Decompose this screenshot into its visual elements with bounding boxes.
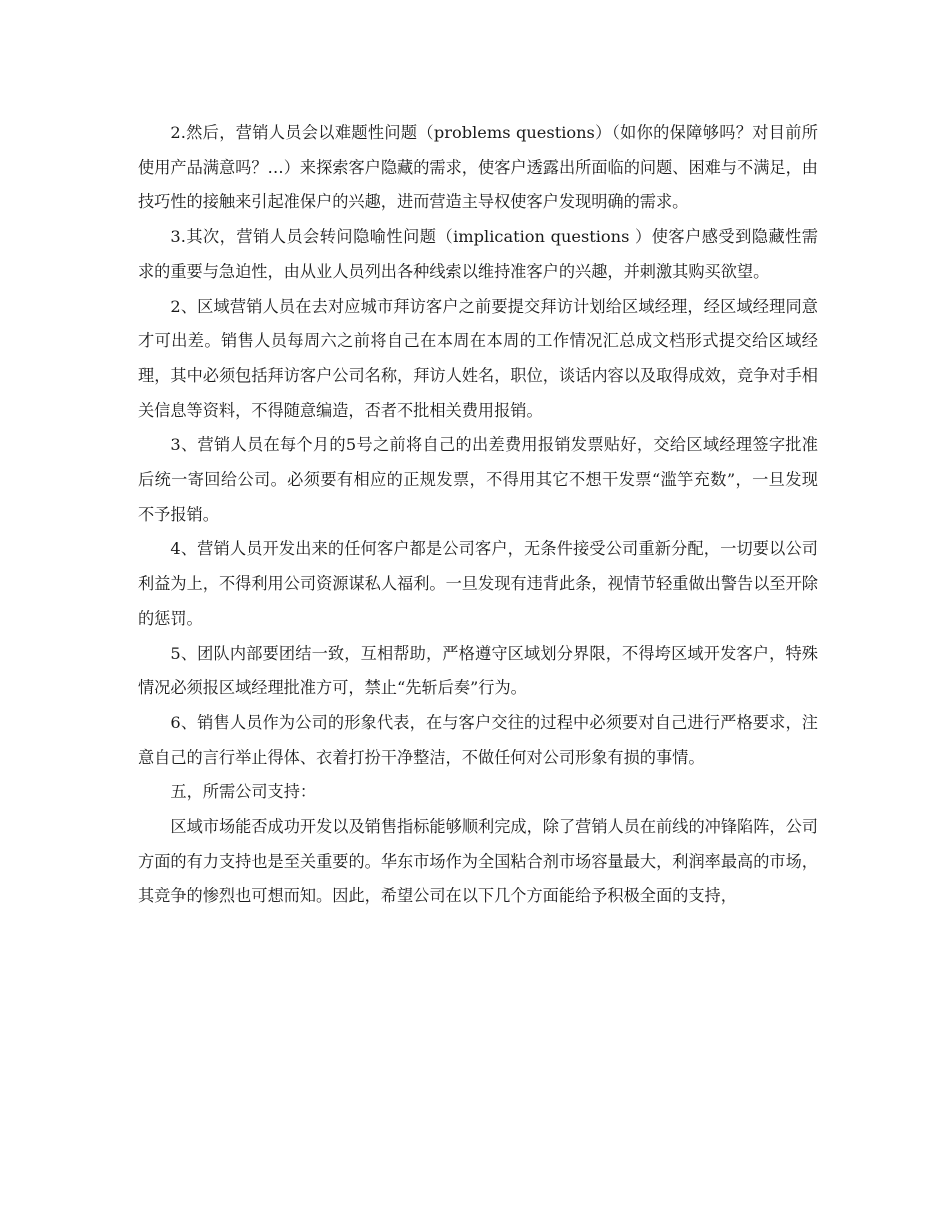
paragraph-rule-2-visit-plan: 2、区域营销人员在去对应城市拜访客户之前要提交拜访计划给区域经理，经区域经理同意才可出差。销售人员每周六之前将自己在本周在本周的工作情况汇总成文档形式提交给区域经理，其中必须包括拜访客户公司名称，拜访人姓名，职位，谈话内容以及取得成效，竞争对手相关信息等资料，不得随意编造，否者不批相关费用报销。 (138, 296, 818, 420)
paragraph-problem-questions: 2.然后，营销人员会以难题性问题（problems questions）（如你的保障够吗？对目前所使用产品满意吗？…）来探索客户隐藏的需求，使客户透露出所面临的问题、困难与不满足，由技巧性的接触来引起准保户的兴趣，进而营造主导权使客户发现明确的需求。 (138, 123, 818, 212)
paragraph-rule-5-team-unity: 5、团队内部要团结一致，互相帮助，严格遵守区域划分界限，不得垮区域开发客户，特殊情况必须报区域经理批准方可，禁止“先斩后奏”行为。 (138, 643, 818, 698)
paragraph-rule-4-client-ownership: 4、营销人员开发出来的任何客户都是公司客户，无条件接受公司重新分配，一切要以公司利益为上，不得利用公司资源谋私人福利。一旦发现有违背此条，视情节轻重做出警告以至开除的惩罚。 (138, 539, 818, 628)
paragraph-company-support: 区域市场能否成功开发以及销售指标能够顺利完成，除了营销人员在前线的冲锋陷阵，公司方面的有力支持也是至关重要的。华东市场作为全国粘合剂市场容量最大，利润率最高的市场，其竞争的惨烈也可想而知。因此，希望公司在以下几个方面能给予积极全面的支持， (138, 817, 818, 906)
document-page (138, 116, 818, 914)
paragraph-rule-6-company-image: 6、销售人员作为公司的形象代表，在与客户交往的过程中必须要对自己进行严格要求，注意自己的言行举止得体、衣着打扮干净整洁，不做任何对公司形象有损的事情。 (138, 712, 818, 767)
paragraph-rule-3-expense-report: 3、营销人员在每个月的5号之前将自己的出差费用报销发票贴好，交给区域经理签字批准后统一寄回给公司。必须要有相应的正规发票，不得用其它不想干发票“滥竽充数”，一旦发现不予报销。 (138, 435, 818, 524)
paragraph-implication-questions: 3.其次，营销人员会转问隐喻性问题（implication questions ）使客户感受到隐藏性需求的重要与急迫性，由从业人员列出各种线索以维持准客户的兴趣，并刺激其购买欲望。 (138, 227, 818, 281)
section-heading-company-support: 五，所需公司支持： (170, 782, 317, 802)
